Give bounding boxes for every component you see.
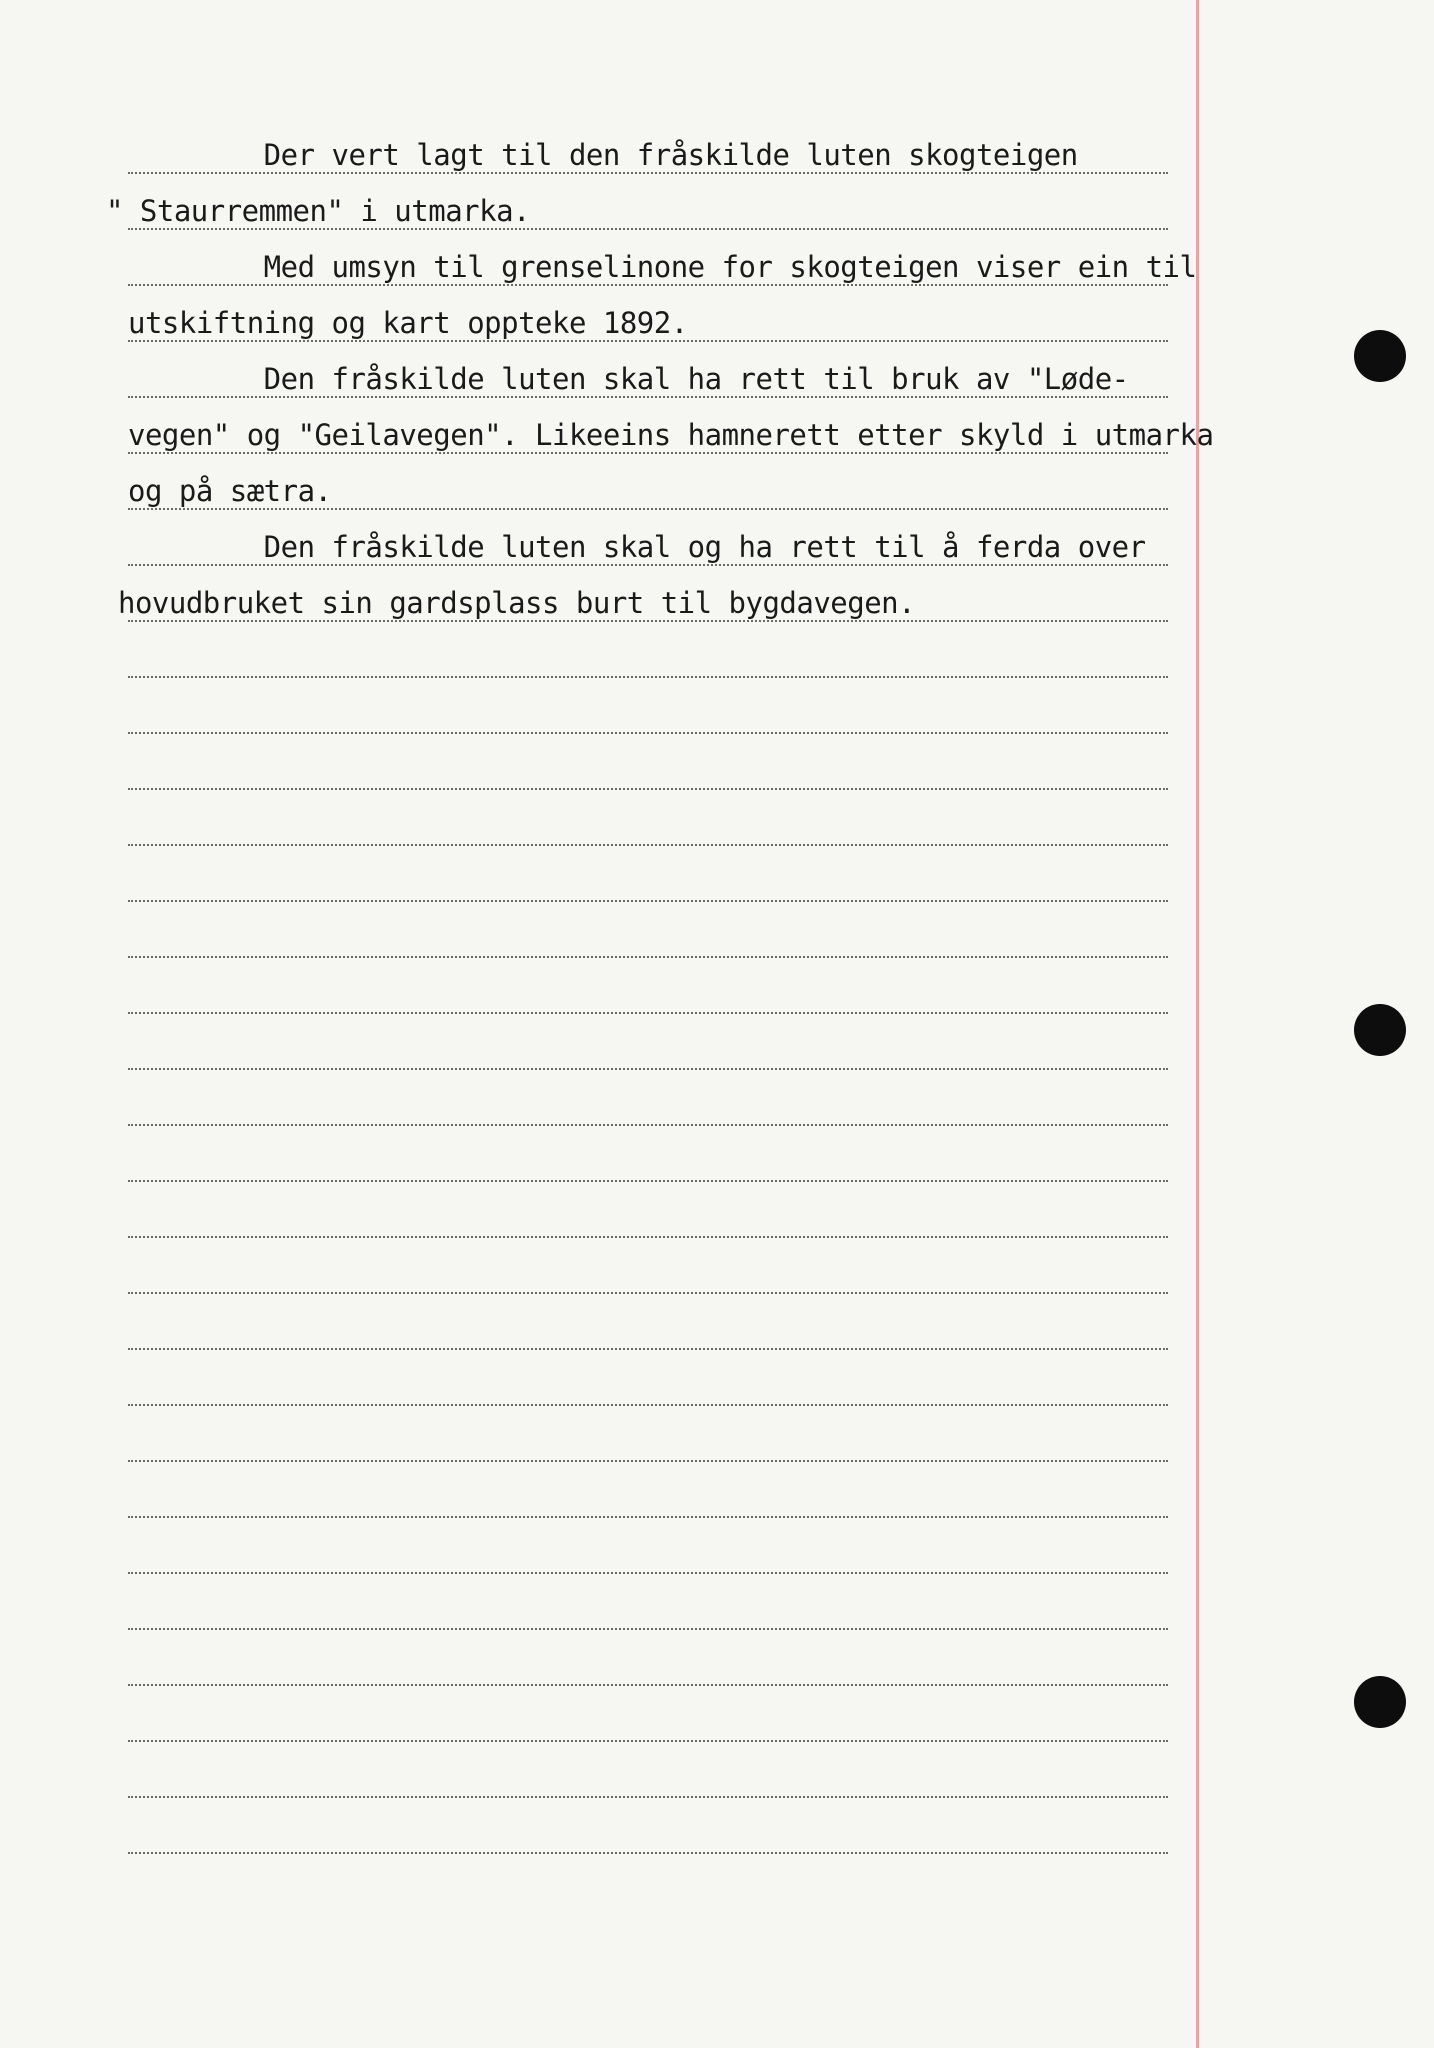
ruled-line — [128, 1796, 1168, 1798]
ruled-line — [128, 1628, 1168, 1630]
typed-line-2: " Staurremmen" i utmarka. — [106, 194, 530, 228]
ruled-line — [128, 956, 1168, 958]
ruled-line — [128, 1348, 1168, 1350]
typed-line-4: utskiftning og kart oppteke 1892. — [128, 306, 688, 340]
ruled-line — [128, 172, 1168, 174]
typed-line-8: Den fråskilde luten skal og ha rett til å ferda over — [128, 530, 1146, 564]
ruled-line — [128, 340, 1168, 342]
typed-line-7: og på sætra. — [128, 474, 332, 508]
typed-line-3: Med umsyn til grenselinone for skogteigen viser ein til — [128, 250, 1197, 284]
ruled-line — [128, 1068, 1168, 1070]
ruled-line — [128, 676, 1168, 678]
ruled-line — [128, 1740, 1168, 1742]
ruled-line — [128, 1516, 1168, 1518]
typed-line-5: Den fråskilde luten skal ha rett til bruk av "Løde- — [128, 362, 1129, 396]
ruled-line — [128, 564, 1168, 566]
ruled-line — [128, 1180, 1168, 1182]
ruled-line — [128, 1460, 1168, 1462]
ruled-line — [128, 1852, 1168, 1854]
ruled-line — [128, 788, 1168, 790]
typed-line-9: hovudbruket sin gardsplass burt til bygdavegen. — [118, 586, 916, 620]
ruled-line — [128, 900, 1168, 902]
typed-line-1: Der vert lagt til den fråskilde luten skogteigen — [128, 138, 1078, 172]
ruled-line — [128, 396, 1168, 398]
ruled-line — [128, 1124, 1168, 1126]
ruled-line — [128, 284, 1168, 286]
punch-hole-middle — [1354, 1004, 1406, 1056]
ruled-line — [128, 732, 1168, 734]
ruled-line — [128, 1292, 1168, 1294]
ruled-line — [128, 452, 1168, 454]
ruled-line — [128, 228, 1168, 230]
red-margin-rule — [1196, 0, 1199, 2048]
punch-hole-top — [1354, 330, 1406, 382]
ruled-line — [128, 1684, 1168, 1686]
punch-hole-bottom — [1354, 1676, 1406, 1728]
ruled-line — [128, 620, 1168, 622]
ruled-line — [128, 1012, 1168, 1014]
ruled-line — [128, 1572, 1168, 1574]
ruled-line — [128, 1404, 1168, 1406]
ruled-line — [128, 508, 1168, 510]
typed-line-6: vegen" og "Geilavegen". Likeeins hamnerett etter skyld i utmarka — [128, 418, 1214, 452]
ruled-line — [128, 844, 1168, 846]
ruled-line — [128, 1236, 1168, 1238]
